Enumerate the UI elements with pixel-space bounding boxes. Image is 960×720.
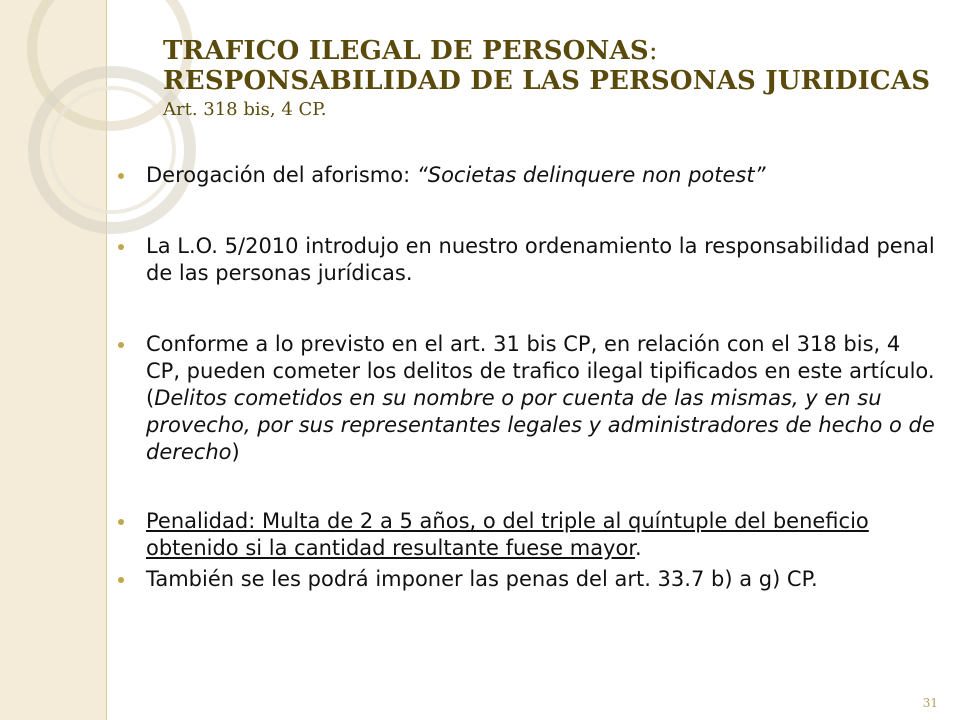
- bullet-text: La L.O. 5/2010 introdujo en nuestro ordenamiento la responsabilidad penal de las personas jurídicas.: [146, 234, 935, 285]
- bullet-text: Derogación del aforismo:: [146, 163, 417, 187]
- slide-title: [163, 36, 943, 122]
- bullet-dot-icon: [118, 577, 124, 583]
- bullet-italic-text: Delitos cometidos en su nombre o por cuenta de las mismas, y en su provecho, por sus representantes legales y administradores de hecho o de derecho: [146, 386, 935, 464]
- bullet-aforismo: [118, 162, 938, 189]
- title-colon: :: [648, 36, 658, 66]
- bullet-text: Conforme a lo previsto en el art. 31 bis CP, en relación con el 318 bis, 4 CP, pueden cometer los delitos de trafico ilegal tipificados en este artículo. (: [146, 332, 935, 410]
- title-line-1: [163, 36, 943, 66]
- bullet-text-end: .: [635, 536, 642, 560]
- bullet-dot-icon: [118, 244, 124, 250]
- title-line-2: RESPONSABILIDAD DE LAS PERSONAS JURIDICAS: [163, 66, 931, 96]
- bullet-dot-icon: [118, 173, 124, 179]
- bullet-list: [118, 162, 938, 593]
- bullet-dot-icon: [118, 342, 124, 348]
- bullet-lo-2010: [118, 233, 938, 287]
- bullet-penas: [118, 566, 938, 593]
- bullet-quote: “Societas delinquere non potest”: [416, 163, 766, 187]
- bullet-conforme: [118, 331, 938, 466]
- bullet-text-end: ): [231, 440, 240, 464]
- page-number: 31: [922, 696, 938, 710]
- title-text-1: TRAFICO ILEGAL DE PERSONAS: [163, 36, 649, 66]
- bullet-dot-icon: [118, 519, 124, 525]
- bullet-text: También se les podrá imponer las penas del art. 33.7 b) a g) CP.: [146, 567, 818, 591]
- title-subtitle: Art. 318 bis, 4 CP.: [163, 99, 327, 120]
- bullet-underlined-text: Penalidad: Multa de 2 a 5 años, o del triple al quíntuple del beneficio obtenido si la cantidad resultante fuese mayor: [146, 509, 869, 560]
- bullet-penalidad: [118, 508, 938, 562]
